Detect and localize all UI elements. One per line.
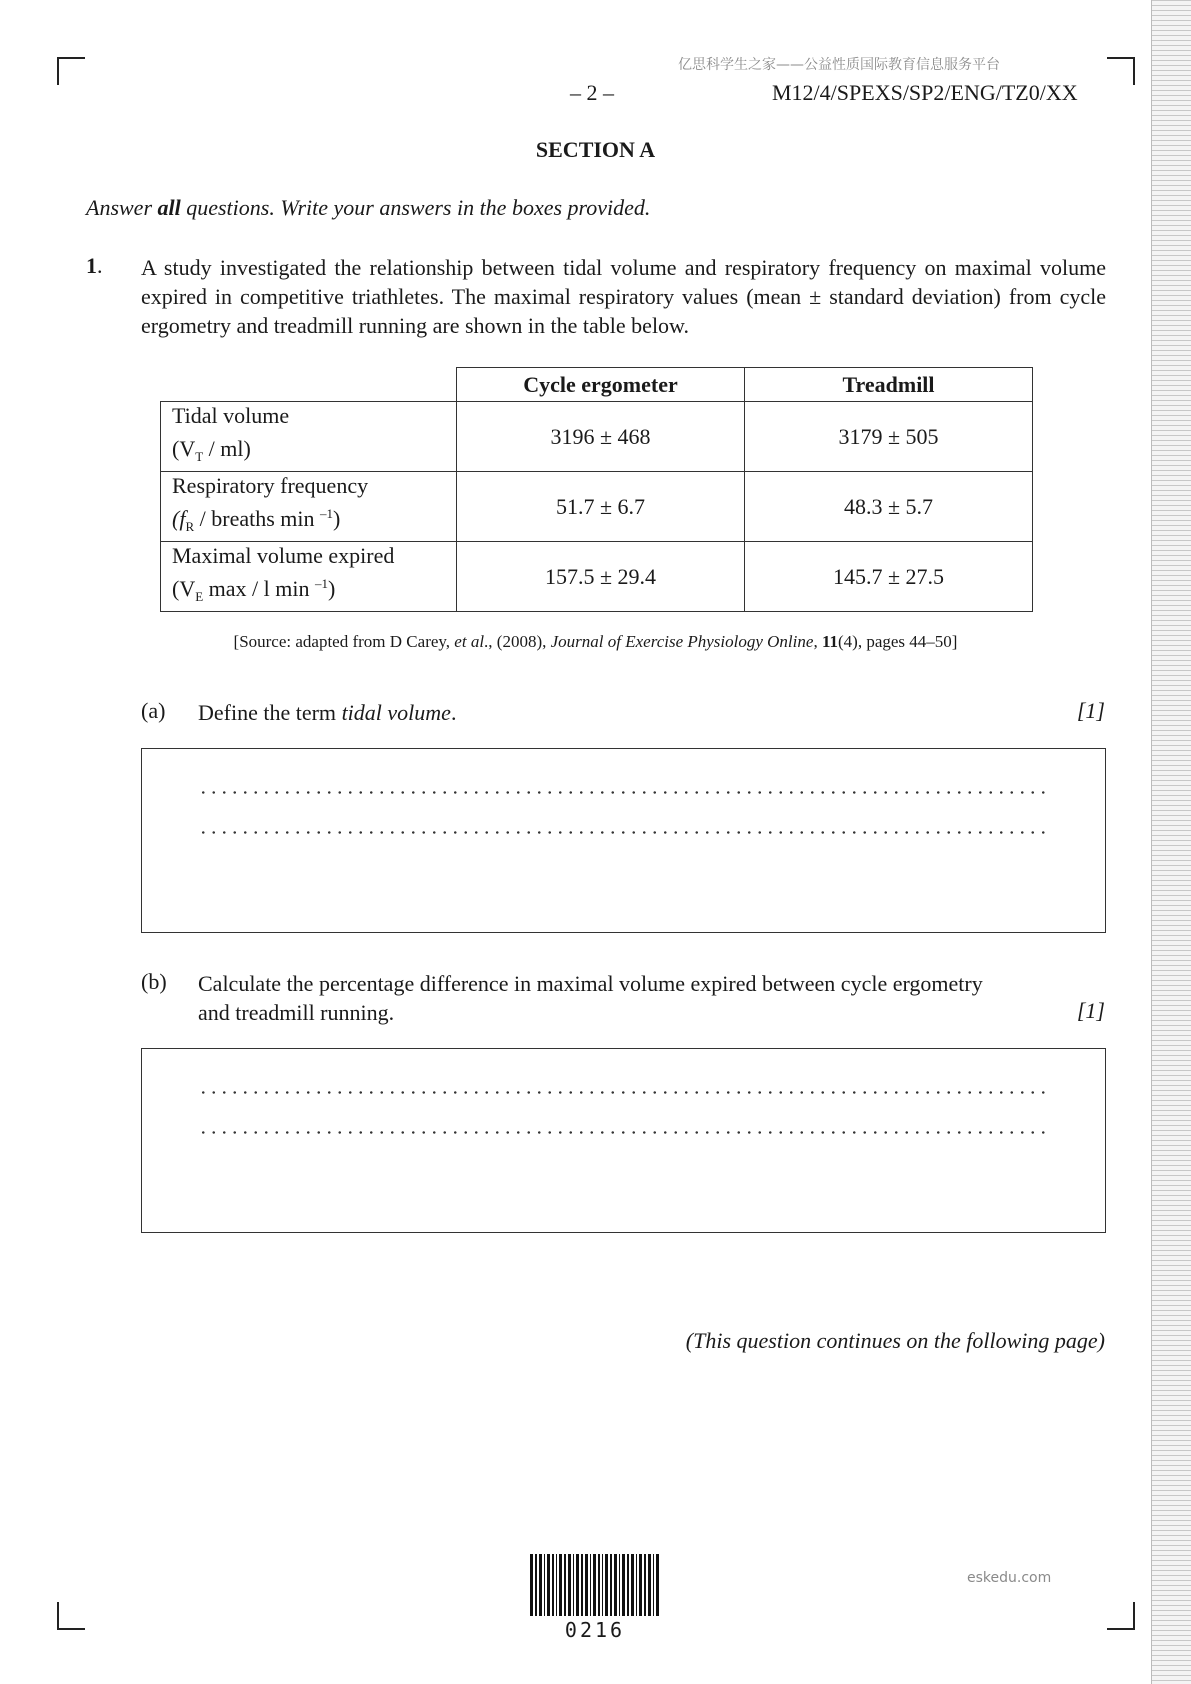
table-row — [161, 542, 1033, 612]
part-b-line1: Calculate the percentage difference in maximal volume expired between cycle ergometry — [198, 971, 983, 996]
label-unit: / ml) — [203, 436, 251, 461]
section-title: SECTION A — [535, 137, 656, 162]
part-b-question — [198, 969, 983, 1027]
part-a-label: (a) — [141, 698, 166, 723]
source-separator: , — [813, 632, 822, 651]
row-label-line1: Respiratory frequency — [172, 473, 369, 498]
label-unit: max / l min — [203, 576, 315, 601]
label-close: ) — [328, 576, 336, 601]
footer-watermark: eskedu.com — [967, 1570, 1052, 1586]
instructions-emphasis: all — [157, 195, 181, 220]
source-etal: et al — [454, 632, 485, 651]
crop-mark-bottom-right — [1107, 1602, 1135, 1630]
crop-mark-top-left — [57, 57, 85, 85]
question-number-value: 1 — [86, 253, 97, 278]
answer-line[interactable] — [198, 791, 1046, 794]
answer-line[interactable] — [198, 1131, 1046, 1134]
table-header-treadmill: Treadmill — [745, 368, 1033, 402]
instructions-text-end: questions. Write your answers in the boxes provided. — [180, 195, 651, 220]
row-label-line2 — [172, 500, 456, 541]
source-prefix: [Source: adapted from D Carey, — [233, 632, 455, 651]
part-b-line2: and treadmill running. — [198, 1000, 395, 1025]
question-number-suffix: . — [97, 253, 103, 278]
answer-line[interactable] — [198, 1091, 1046, 1094]
part-a-answer-box[interactable] — [141, 748, 1106, 933]
table-header-cycle: Cycle ergometer — [457, 368, 745, 402]
cell-treadmill-value: 3179 ± 505 — [745, 402, 1033, 472]
label-open: (V — [172, 576, 196, 601]
table-corner-cell — [161, 368, 457, 402]
part-a-text: Define the term — [198, 700, 342, 725]
cell-cycle-value: 51.7 ± 6.7 — [457, 472, 745, 542]
row-label-line2 — [172, 430, 456, 471]
part-a-term: tidal volume — [341, 700, 451, 725]
source-journal: Journal of Exercise Physiology Online — [550, 632, 814, 651]
label-open: (V — [172, 436, 196, 461]
label-open: (f — [172, 506, 186, 531]
paper-code: M12/4/SPEXS/SP2/ENG/TZ0/XX — [772, 80, 1078, 105]
cell-cycle-value: 3196 ± 468 — [457, 402, 745, 472]
label-unit: / breaths min — [194, 506, 320, 531]
part-b-marks: [1] — [1076, 998, 1105, 1023]
table-row — [161, 472, 1033, 542]
question-text: A study investigated the relationship between tidal volume and respiratory frequency on maximal volume expired in competitive triathletes. The maximal respiratory values (mean ± standard deviation) from cycle ergometry and treadmill running are shown in the table below. — [141, 255, 1106, 338]
cell-treadmill-value: 145.7 ± 27.5 — [745, 542, 1033, 612]
row-label-tidal-volume — [161, 402, 457, 472]
barcode — [530, 1554, 660, 1616]
crop-mark-top-right — [1107, 57, 1135, 85]
row-label-maximal-volume-expired — [161, 542, 457, 612]
instructions — [86, 195, 650, 221]
row-label-line2 — [172, 570, 456, 611]
row-label-respiratory-frequency — [161, 472, 457, 542]
table-row — [161, 402, 1033, 472]
crop-mark-bottom-left — [57, 1602, 85, 1630]
source-volume: 11 — [821, 632, 838, 651]
part-a-text-end: . — [450, 700, 457, 725]
part-b-label: (b) — [141, 969, 167, 994]
table-header-row — [161, 368, 1033, 402]
source-year: ., (2008), — [484, 632, 551, 651]
margin-strip — [1151, 0, 1191, 1684]
barcode-number: 0216 — [564, 1618, 626, 1642]
results-table — [160, 367, 1033, 612]
row-label-line1: Tidal volume — [172, 403, 290, 428]
label-subscript: E — [195, 589, 204, 604]
continues-note: (This question continues on the following page) — [685, 1328, 1105, 1353]
label-superscript: –1 — [320, 506, 333, 521]
label-superscript: –1 — [315, 576, 328, 591]
question-number — [86, 253, 103, 279]
label-close: ) — [333, 506, 341, 531]
instructions-text-start: Answer — [86, 195, 158, 220]
part-b-answer-box[interactable] — [141, 1048, 1106, 1233]
cell-cycle-value: 157.5 ± 29.4 — [457, 542, 745, 612]
header-watermark: 亿思科学生之家——公益性质国际教育信息服务平台 — [678, 57, 1000, 73]
row-label-line1: Maximal volume expired — [172, 543, 395, 568]
answer-line[interactable] — [198, 831, 1046, 834]
source-citation — [0, 632, 1191, 652]
part-a-question — [198, 698, 456, 727]
label-subscript: R — [185, 519, 195, 534]
source-pages: (4), pages 44–50] — [838, 632, 958, 651]
part-a-marks: [1] — [1076, 698, 1105, 723]
cell-treadmill-value: 48.3 ± 5.7 — [745, 472, 1033, 542]
label-subscript: T — [195, 449, 204, 464]
page-number: – 2 – — [570, 80, 614, 105]
